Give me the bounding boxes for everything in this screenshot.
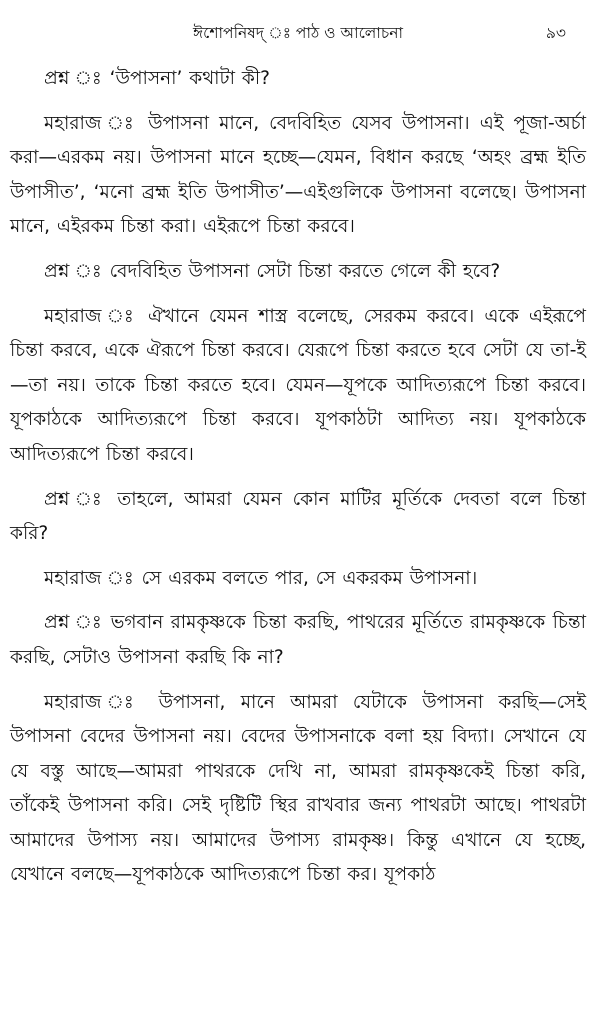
- paragraph-text: ঐখানে যেমন শাস্ত্র বলেছে, সেরকম করবে। একে এইরূপে চিন্তা করবে, একে ঐরূপে চিন্তা করবে। যেরূপে চিন্তা করতে হবে সেটা যে তা-ই—তা নয়। তাকে চিন্তা করতে হবে। যেমন—যূপকে আদিত্যরূপে চিন্তা করবে। যূপকাঠকে আদিত্যরূপে চিন্তা করবে। যূপকাঠটা আদিত্য নয়। যূপকাঠকে আদিত্যরূপে চিন্তা করবে।: [10, 305, 586, 465]
- paragraph-text: ‘উপাসনা’ কথাটা কী?: [109, 68, 270, 89]
- speaker-label: প্রশ্ন ঃ: [44, 612, 104, 634]
- paragraph-text: ভগবান রামকৃষ্ণকে চিন্তা করছি, পাথরের মূর্তিতে রামকৃষ্ণকে চিন্তা করছি, সেটাও উপাসনা করছি কি না?: [10, 612, 586, 668]
- speaker-label: মহারাজ ঃ: [44, 691, 144, 713]
- paragraph-text: উপাসনা মানে, বেদবিহিত যেসব উপাসনা। এই পূজা-অর্চা করা—এরকম নয়। উপাসনা মানে হচ্ছে—যেমন, বিধান করছে ‘অহং ব্রহ্ম ইতি উপাসীত’, ‘মনো ব্রহ্ম ইতি উপাসীত’—এইগুলিকে উপাসনা বলেছে। উপাসনা মানে, এইরকম চিন্তা করা। এইরূপে চিন্তা করবে।: [10, 112, 586, 238]
- paragraph-text: বেদবিহিত উপাসনা সেটা চিন্তা করতে গেলে কী হবে?: [109, 260, 501, 282]
- page-number: ৯৩: [545, 24, 566, 42]
- speaker-label: প্রশ্ন ঃ: [44, 68, 103, 89]
- paragraph-question: [10, 483, 586, 552]
- paragraph-question: [10, 62, 586, 97]
- paragraph-answer: [10, 300, 586, 473]
- paragraph-question: [10, 255, 586, 290]
- paragraph-answer: [10, 107, 586, 245]
- running-header: [10, 18, 586, 48]
- paragraph-answer: [10, 562, 586, 597]
- paragraph-text: উপাসনা, মানে আমরা যেটাকে উপাসনা করছি—সেই উপাসনা বেদের উপাসনা নয়। বেদের উপাসনাকে বলা হয় বিদ্যা। সেখানে যে যে বস্তু আছে—আমরা পাথরকে দেখি না, আমরা রামকৃষ্ণকেই চিন্তা করি, তাঁকেই উপাসনা করি। সেই দৃষ্টিটি স্থির রাখবার জন্য পাথরটা আছে। পাথরটা আমাদের উপাস্য নয়। আমাদের উপাস্য রামকৃষ্ণ। কিন্তু এখানে যে হচ্ছে, যেখানে বলছে—যূপকাঠকে আদিত্যরূপে চিন্তা কর। যূপকাঠ: [10, 691, 586, 886]
- paragraph-text: তাহলে, আমরা যেমন কোন মাটির মূর্তিকে দেবতা বলে চিন্তা করি?: [10, 488, 586, 545]
- speaker-label: মহারাজ ঃ: [44, 567, 135, 589]
- running-title: ঈশোপনিষদ্ ঃ পাঠ ও আলোচনা: [193, 24, 403, 42]
- paragraph-question: [10, 606, 586, 675]
- paragraph-answer: [10, 686, 586, 894]
- paragraph-text: সে এরকম বলতে পার, সে একরকম উপাসনা।: [141, 567, 478, 589]
- speaker-label: মহারাজ ঃ: [44, 305, 138, 327]
- speaker-label: প্রশ্ন ঃ: [44, 488, 107, 510]
- page-body: [10, 62, 586, 893]
- speaker-label: মহারাজ ঃ: [44, 112, 138, 134]
- speaker-label: প্রশ্ন ঃ: [44, 260, 103, 282]
